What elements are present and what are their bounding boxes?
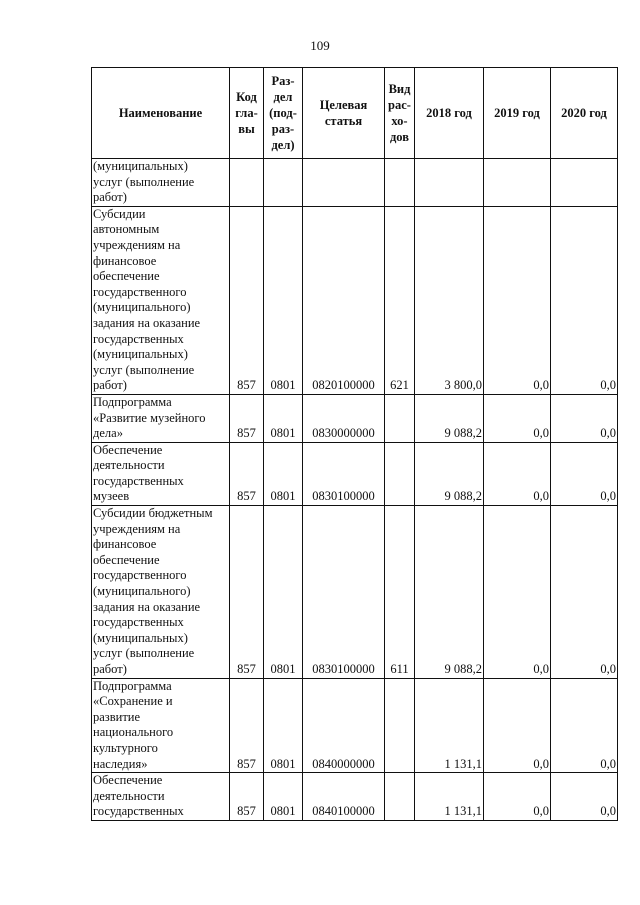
header-year-2019: 2019 год: [484, 68, 551, 159]
row-name: Обеспечение деятельности государственных: [92, 773, 230, 821]
row-chapter-code: 857: [230, 506, 264, 679]
row-expense-kind: 621: [385, 206, 415, 394]
row-value-2020: 0,0: [551, 678, 618, 773]
row-value-2018: 9 088,2: [415, 394, 484, 442]
header-section: Раз- дел (под- раз- дел): [264, 68, 303, 159]
row-expense-kind: [385, 442, 415, 505]
row-chapter-code: 857: [230, 206, 264, 394]
row-name: Обеспечение деятельности государственных музеев: [92, 442, 230, 505]
row-name: Субсидии бюджетным учреждениям на финансовое обеспечение государственного (муниципального) задания на оказание государственных (муниципальных) услуг (выполнение работ): [92, 506, 230, 679]
row-target-article: 0830000000: [303, 394, 385, 442]
table-row: [92, 442, 618, 505]
table-row: [92, 206, 618, 394]
row-section: 0801: [264, 506, 303, 679]
row-value-2020: 0,0: [551, 506, 618, 679]
row-section: [264, 159, 303, 207]
row-expense-kind: [385, 773, 415, 821]
row-target-article: [303, 159, 385, 207]
row-value-2019: 0,0: [484, 506, 551, 679]
row-value-2018: 9 088,2: [415, 442, 484, 505]
row-target-article: 0830100000: [303, 506, 385, 679]
row-chapter-code: 857: [230, 442, 264, 505]
row-value-2019: [484, 159, 551, 207]
header-row: [92, 68, 618, 159]
row-chapter-code: [230, 159, 264, 207]
row-value-2020: 0,0: [551, 442, 618, 505]
row-value-2020: 0,0: [551, 394, 618, 442]
row-value-2018: 1 131,1: [415, 773, 484, 821]
row-expense-kind: [385, 159, 415, 207]
header-name: Наименование: [92, 68, 230, 159]
row-chapter-code: 857: [230, 773, 264, 821]
row-value-2018: 1 131,1: [415, 678, 484, 773]
row-chapter-code: 857: [230, 394, 264, 442]
row-target-article: 0840000000: [303, 678, 385, 773]
row-expense-kind: [385, 678, 415, 773]
header-chapter-code: Код гла- вы: [230, 68, 264, 159]
row-name: Подпрограмма «Развитие музейного дела»: [92, 394, 230, 442]
row-value-2018: 3 800,0: [415, 206, 484, 394]
header-target-article: Целевая статья: [303, 68, 385, 159]
row-section: 0801: [264, 206, 303, 394]
row-section: 0801: [264, 394, 303, 442]
row-value-2019: 0,0: [484, 442, 551, 505]
row-name: (муниципальных) услуг (выполнение работ): [92, 159, 230, 207]
header-year-2018: 2018 год: [415, 68, 484, 159]
table-row: [92, 394, 618, 442]
row-value-2018: [415, 159, 484, 207]
table-row: [92, 773, 618, 821]
row-value-2019: 0,0: [484, 394, 551, 442]
row-expense-kind: [385, 394, 415, 442]
row-value-2019: 0,0: [484, 206, 551, 394]
table-row: [92, 159, 618, 207]
row-section: 0801: [264, 442, 303, 505]
row-target-article: 0830100000: [303, 442, 385, 505]
row-value-2018: 9 088,2: [415, 506, 484, 679]
row-target-article: 0820100000: [303, 206, 385, 394]
row-name: Субсидии автономным учреждениям на финансовое обеспечение государственного (муниципального) задания на оказание государственных (муниципальных) услуг (выполнение работ): [92, 206, 230, 394]
row-target-article: 0840100000: [303, 773, 385, 821]
row-value-2019: 0,0: [484, 678, 551, 773]
table-row: [92, 678, 618, 773]
budget-table: [91, 67, 618, 821]
table-row: [92, 506, 618, 679]
page-number: 109: [310, 38, 330, 53]
row-value-2020: 0,0: [551, 206, 618, 394]
row-name: Подпрограмма «Сохранение и развитие национального культурного наследия»: [92, 678, 230, 773]
row-section: 0801: [264, 773, 303, 821]
row-chapter-code: 857: [230, 678, 264, 773]
row-value-2020: [551, 159, 618, 207]
row-value-2019: 0,0: [484, 773, 551, 821]
row-section: 0801: [264, 678, 303, 773]
header-expense-kind: Вид рас- хо- дов: [385, 68, 415, 159]
row-expense-kind: 611: [385, 506, 415, 679]
row-value-2020: 0,0: [551, 773, 618, 821]
header-year-2020: 2020 год: [551, 68, 618, 159]
